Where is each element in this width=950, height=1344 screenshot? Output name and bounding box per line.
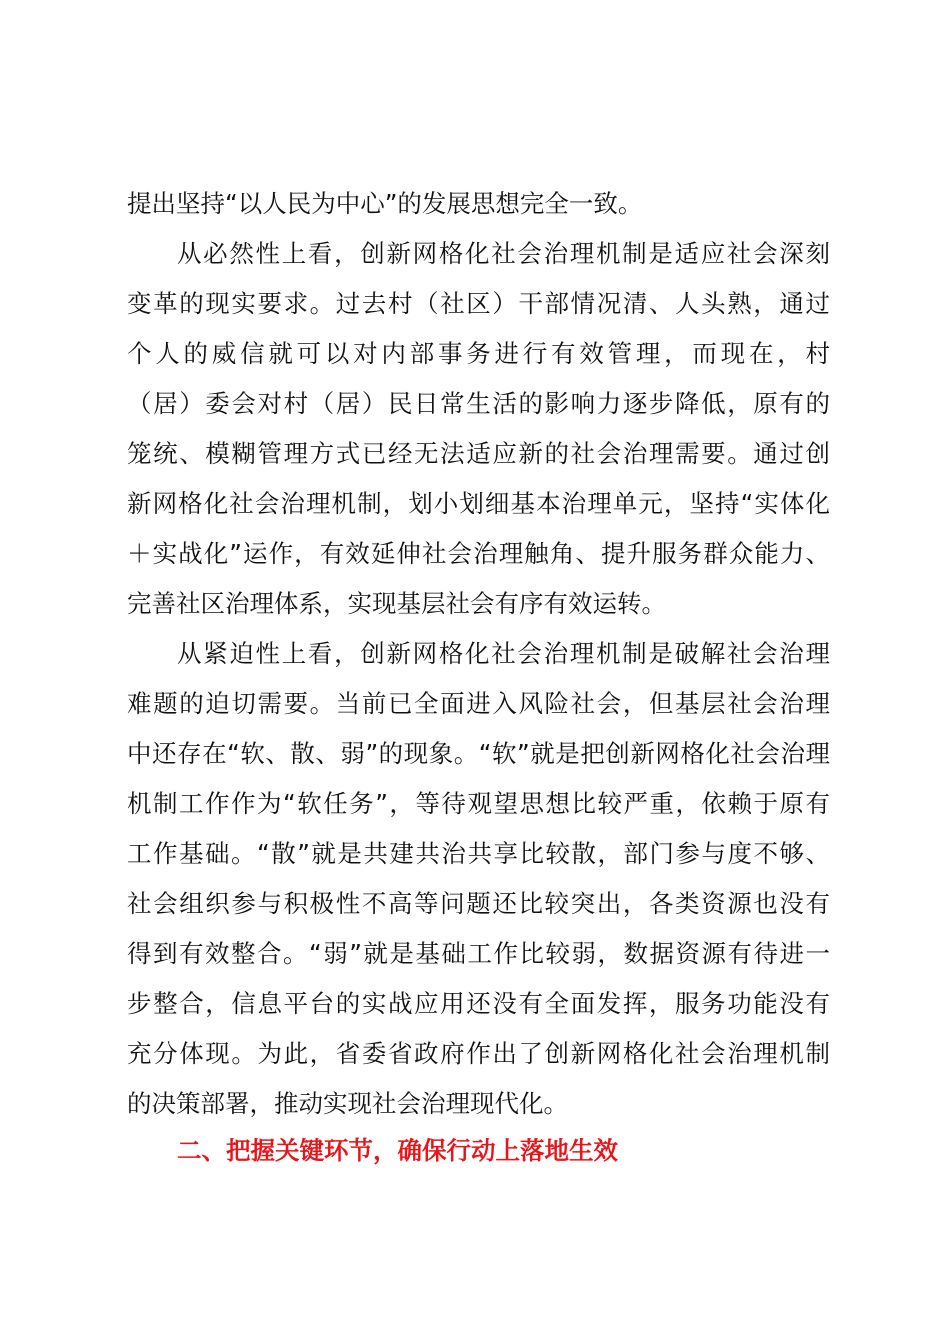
paragraph-line: ＋实战化”运作，有效延伸社会治理触角、提升服务群众能力、 [127, 539, 830, 568]
paragraph-line: 变革的现实要求。过去村（社区）干部情况清、人头熟，通过 [127, 289, 830, 318]
paragraph-line: 从紧迫性上看，创新网格化社会治理机制是破解社会治理 [177, 639, 830, 668]
paragraph-line: 个人的威信就可以对内部事务进行有效管理，而现在，村 [127, 339, 830, 368]
paragraph-line: 社会组织参与积极性不高等问题还比较突出，各类资源也没有 [127, 889, 830, 918]
paragraph-line: 中还存在“软、散、弱”的现象。“软”就是把创新网格化社会治理 [127, 739, 830, 768]
paragraph-line: 从必然性上看，创新网格化社会治理机制是适应社会深刻 [177, 239, 830, 268]
paragraph-line: （居）委会对村（居）民日常生活的影响力逐步降低，原有的 [127, 389, 830, 418]
paragraph-line: 充分体现。为此，省委省政府作出了创新网格化社会治理机制 [127, 1039, 830, 1068]
section-heading: 二、把握关键环节，确保行动上落地生效 [177, 1136, 618, 1165]
paragraph-line: 的决策部署，推动实现社会治理现代化。 [127, 1089, 568, 1118]
paragraph-line: 机制工作作为“软任务”，等待观望思想比较严重，依赖于原有 [127, 789, 830, 818]
paragraph-line: 完善社区治理体系，实现基层社会有序有效运转。 [127, 589, 666, 618]
paragraph-line: 步整合，信息平台的实战应用还没有全面发挥，服务功能没有 [127, 989, 830, 1018]
paragraph-line: 新网格化社会治理机制，划小划细基本治理单元，坚持“实体化 [127, 489, 830, 518]
paragraph-line: 得到有效整合。“弱”就是基础工作比较弱，数据资源有待进一 [127, 939, 830, 968]
paragraph-line: 难题的迫切需要。当前已全面进入风险社会，但基层社会治理 [127, 689, 830, 718]
paragraph-line: 工作基础。“散”就是共建共治共享比较散，部门参与度不够、 [127, 839, 830, 868]
paragraph-line: 笼统、模糊管理方式已经无法适应新的社会治理需要。通过创 [127, 439, 830, 468]
paragraph-line: 提出坚持“以人民为中心”的发展思想完全一致。 [127, 189, 643, 218]
